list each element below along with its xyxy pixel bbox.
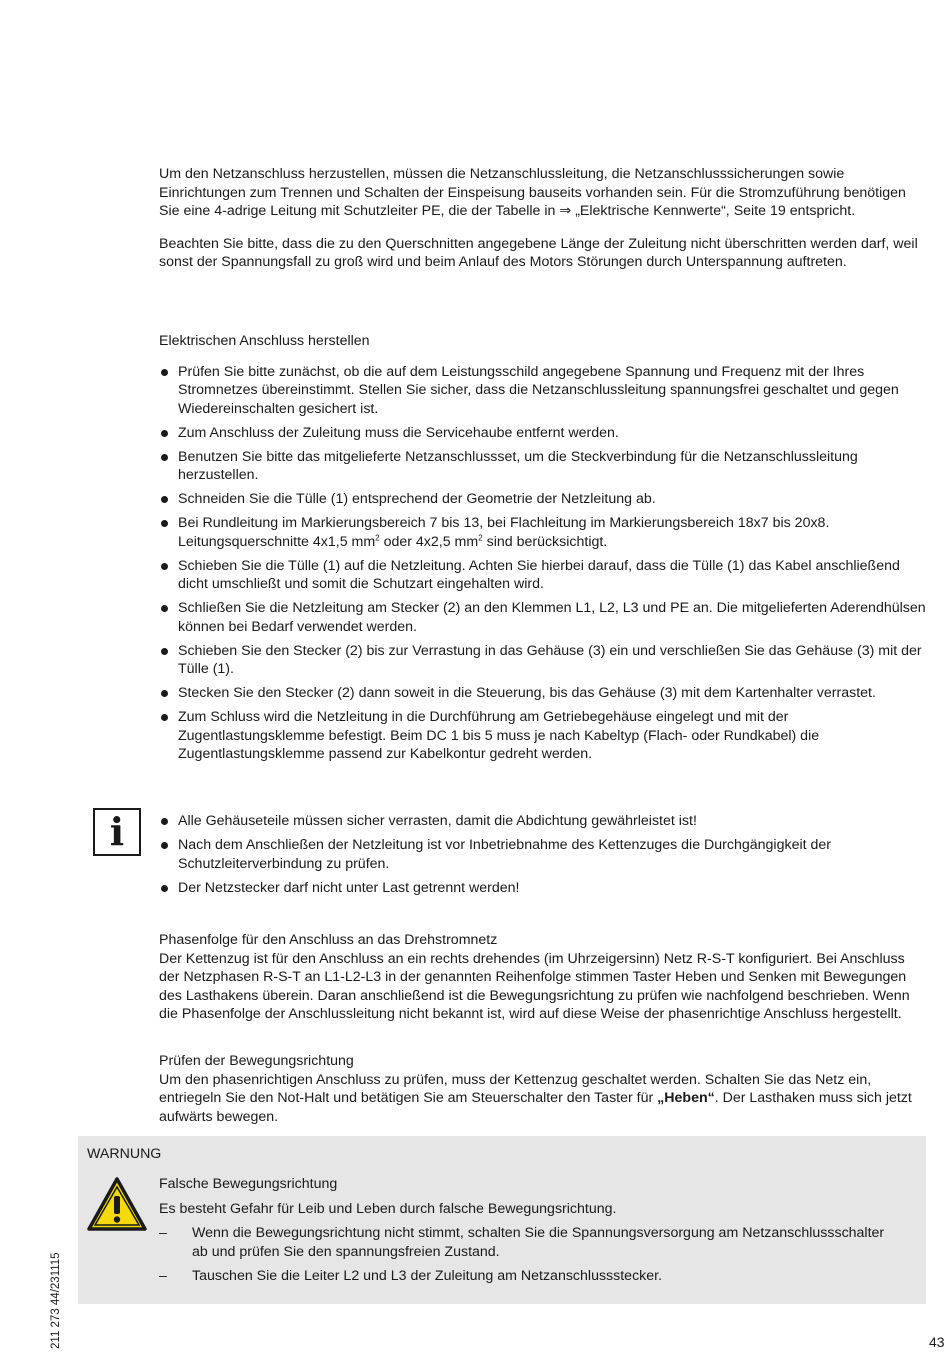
bullet-icon <box>161 842 168 849</box>
list-item: Zum Schluss wird die Netzleitung in die Durchführung am Getriebegehäuse eingelegt und mit der Zugentlastungsklemme befestigt. Beim DC 1 bis 5 muss je nach Kabeltyp (Flach- oder Rundkabel) die Zugentlastungsklemme passend zur Kabelkontur gedreht werden. <box>159 708 927 764</box>
warning-label: WARNUNG <box>87 1146 162 1162</box>
list-item: – Tauschen Sie die Leiter L2 und L3 der Zuleitung am Netzanschlussstecker. <box>159 1268 663 1284</box>
intro-paragraph-1: Um den Netzanschluss herzustellen, müssen die Netzanschlussleitung, die Netzanschlusssicherungen sowie Einrichtungen zum Trennen und Schalten der Einspeisung bauseits vorhanden sein. Für die Stromzuführung benötigen Sie eine 4-adrige Leitung mit Schutzleiter PE, die der Tabelle in ⇒ „Elektrische Kennwerte“, Seite 19 entspricht. <box>159 166 906 219</box>
pruefen-heading: Prüfen der Bewegungsrichtung <box>159 1053 354 1069</box>
bullet-icon <box>161 605 168 612</box>
list-item: Der Netzstecker darf nicht unter Last getrennt werden! <box>159 879 927 898</box>
intro-paragraph-2: Beachten Sie bitte, dass die zu den Querschnitten angegebene Länge der Zuleitung nicht überschritten werden darf, weil sonst der Spannungsfall zu groß wird und beim Anlauf des Motors Störungen durch Unterspannung auftreten. <box>159 235 918 270</box>
list-item: Nach dem Anschließen der Netzleitung ist vor Inbetriebnahme des Kettenzuges die Durchgängigkeit der Schutzleiterverbindung zu prüfen. <box>159 836 927 873</box>
anschluss-list <box>159 363 927 764</box>
list-item: Alle Gehäuseteile müssen sicher verrasten, damit die Abdichtung gewährleistet ist! <box>159 812 927 831</box>
intro-section <box>159 165 927 272</box>
bullet-icon <box>161 648 168 655</box>
list-item-rundleitung: Bei Rundleitung im Markierungsbereich 7 bis 13, bei Flachleitung im Markierungsbereich 18x7 bis 20x8. Leitungsquerschnitte 4x1,5 $mm^2$ oder 4x2,5 $mm^2$ sind berücksichtigt. <box>159 514 927 551</box>
anschluss-heading: Elektrischen Anschluss herstellen <box>159 333 370 349</box>
phasen-heading: Phasenfolge für den Anschluss an das Drehstromnetz <box>159 932 498 948</box>
list-item: Schneiden Sie die Tülle (1) entsprechend der Geometrie der Netzleitung ab. <box>159 490 927 509</box>
warning-title: Falsche Bewegungsrichtung <box>159 1176 338 1192</box>
bullet-icon <box>161 818 168 825</box>
warning-body <box>159 1175 899 1292</box>
phasen-section <box>159 931 927 1024</box>
pruefen-section <box>159 1052 927 1126</box>
pruefen-text: Um den phasenrichtigen Anschluss zu prüfen, muss der Kettenzug geschaltet werden. Schalten Sie das Netz ein, entriegeln Sie den Not-Halt und betätigen Sie am Steuerschalter den Taster für „Heben“. Der Lasthaken muss sich jetzt aufwärts bewegen. <box>159 1071 912 1125</box>
list-item: Stecken Sie den Stecker (2) dann soweit in die Steuerung, bis das Gehäuse (3) mit dem Kartenhalter verrastet. <box>159 684 927 703</box>
warning-triangle-icon <box>86 1176 148 1238</box>
document-code: 211 273 44/231115 <box>50 1252 62 1349</box>
bullet-icon <box>161 430 168 437</box>
info-notes <box>159 812 927 903</box>
phasen-text: Der Kettenzug ist für den Anschluss an ein rechts drehendes (im Uhrzeigersinn) Netz R-S-T konfiguriert. Bei Anschluss der Netzphasen R-S-T an L1-L2-L3 in der genannten Reihenfolge stimmen Taster Heben und Senken mit Bewegungen des Lasthakens überein. Daran anschließend ist die Bewegungsrichtung zu prüfen wie nachfolgend beschrieben. Wenn die Phasenfolge der Anschlussleitung nicht bekannt ist, wird auf diese Weise der phasenrichtige Anschluss hergestellt. <box>159 950 910 1022</box>
list-item: Schieben Sie die Tülle (1) auf die Netzleitung. Achten Sie hierbei darauf, dass die Tülle (1) das Kabel anschließend dicht umschließt und somit die Schutzart eingehalten wird. <box>159 557 927 594</box>
info-icon: i <box>93 808 141 856</box>
bullet-icon <box>161 496 168 503</box>
info-list <box>159 812 927 897</box>
list-item: Schieben Sie den Stecker (2) bis zur Verrastung in das Gehäuse (3) ein und verschließen Sie das Gehäuse (3) mit der Tülle (1). <box>159 642 927 679</box>
page-number: 43 <box>929 1334 945 1350</box>
anschluss-section <box>159 332 927 769</box>
list-item: – Wenn die Bewegungsrichtung nicht stimmt, schalten Sie die Spannungsversorgung am Netzanschlussschalter ab und prüfen Sie den spannungsfreien Zustand. <box>159 1225 885 1260</box>
warning-list <box>159 1224 899 1286</box>
bullet-icon <box>161 520 168 527</box>
list-item: Prüfen Sie bitte zunächst, ob die auf dem Leistungsschild angegebene Spannung und Frequenz mit der Ihres Stromnetzes übereinstimmt. Stellen Sie sicher, dass die Netzanschlussleitung spannungsfrei geschaltet und gegen Wiedereinschalten gesichert ist. <box>159 363 927 419</box>
list-item: Schließen Sie die Netzleitung am Stecker (2) an den Klemmen L1, L2, L3 und PE an. Die mitgelieferten Aderendhülsen können bei Bedarf verwendet werden. <box>159 599 927 636</box>
bullet-icon <box>161 885 168 892</box>
bullet-icon <box>161 690 168 697</box>
bullet-icon <box>161 454 168 461</box>
bullet-icon <box>161 563 168 570</box>
list-item: Zum Anschluss der Zuleitung muss die Servicehaube entfernt werden. <box>159 424 927 443</box>
bullet-icon <box>161 369 168 376</box>
warning-subtitle: Es besteht Gefahr für Leib und Leben durch falsche Bewegungsrichtung. <box>159 1200 617 1217</box>
bullet-icon <box>161 714 168 721</box>
list-item: Benutzen Sie bitte das mitgelieferte Netzanschlussset, um die Steckverbindung für die Netzanschlussleitung herzustellen. <box>159 448 927 485</box>
